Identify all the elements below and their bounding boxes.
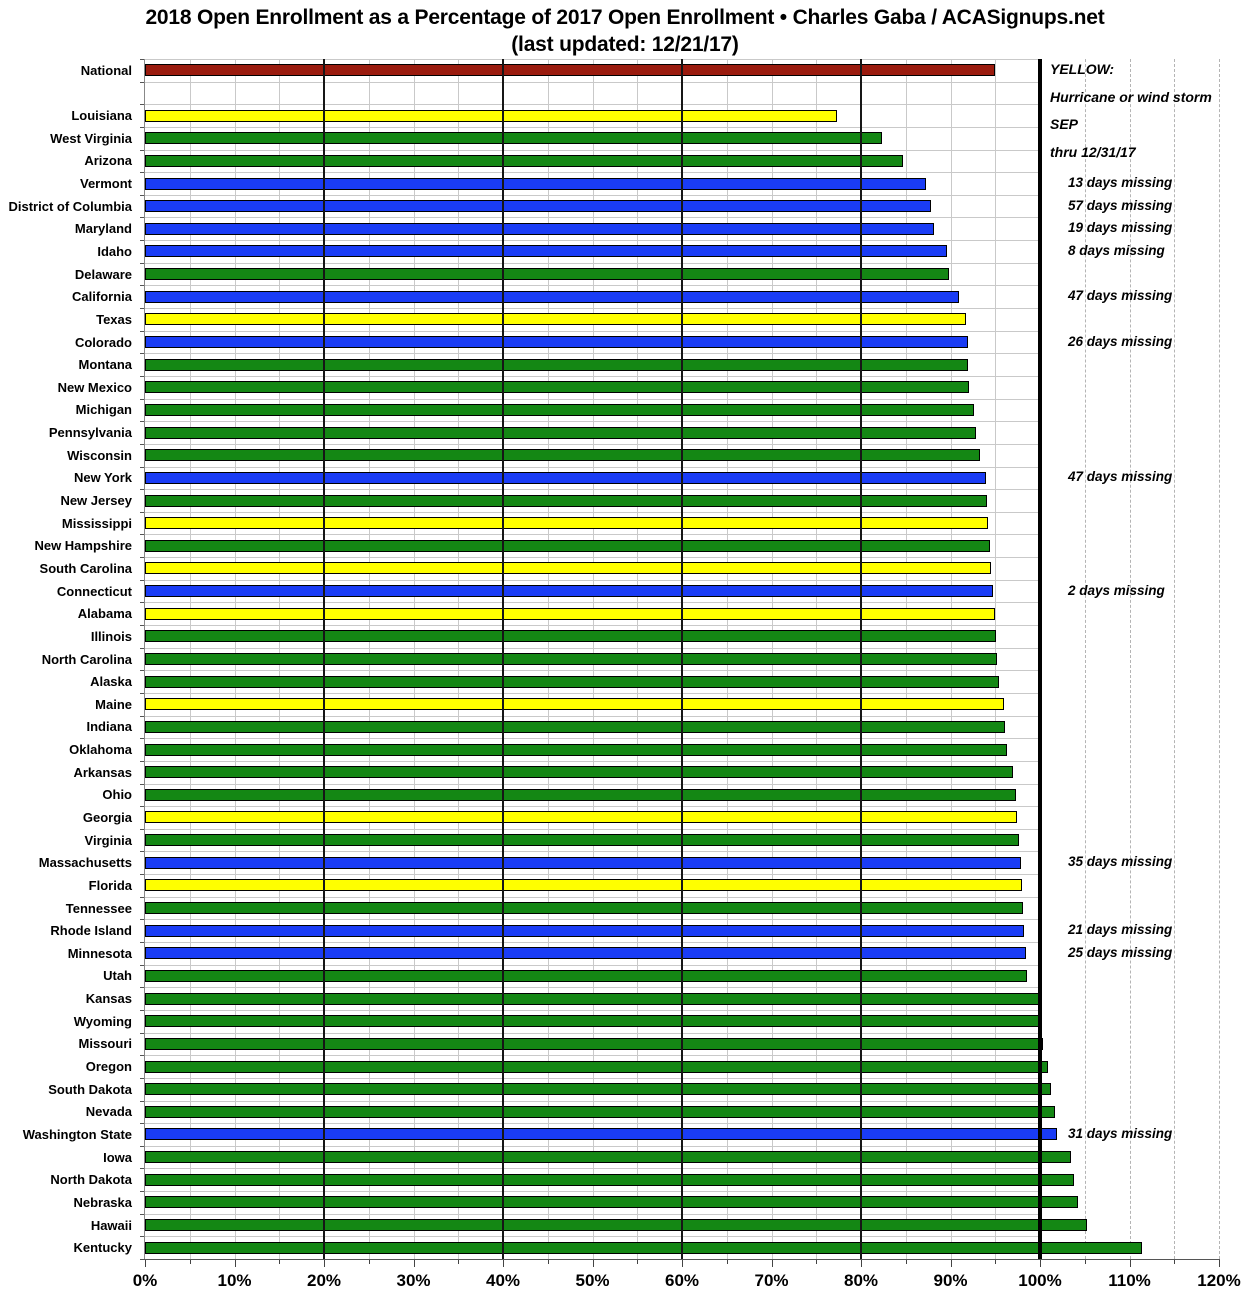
bar-alaska [145,676,999,688]
bar-pennsylvania [145,427,976,439]
category-label: Nevada [85,1104,132,1120]
bar-south-carolina [145,562,991,574]
bar-kansas [145,993,1039,1005]
plot-area [145,59,1219,1259]
category-label: District of Columbia [8,198,132,214]
x-axis-tick [324,1260,325,1267]
x-axis-tick [861,1260,862,1267]
category-label: North Carolina [41,651,132,667]
days-missing-note: 19 days missing [1068,220,1173,236]
bar-minnesota [145,947,1026,959]
x-axis-tick [1219,1260,1220,1267]
category-label: Idaho [97,243,132,259]
chart-subtitle: (last updated: 12/21/17) [511,33,739,56]
bar-maine [145,698,1004,710]
bar-ohio [145,789,1016,801]
bar-arkansas [145,766,1013,778]
x-axis-tick [235,1260,236,1267]
gridline-minor [1174,59,1175,1259]
category-label: National [80,62,132,78]
days-missing-note: 57 days missing [1068,197,1173,213]
category-label: Texas [96,311,132,327]
title-block [0,6,1250,57]
category-label: California [72,289,132,305]
bar-rhode-island [145,925,1024,937]
days-missing-note: 47 days missing [1068,469,1173,485]
bar-oregon [145,1061,1048,1073]
category-label: Maryland [74,221,132,237]
bar-idaho [145,245,947,257]
x-axis-tick-label: 40% [485,1271,521,1290]
category-label: Alabama [77,606,132,622]
gridline-major [681,59,683,1259]
bar-district-of-columbia [145,200,931,212]
category-label: North Dakota [50,1172,132,1188]
category-label: Delaware [74,266,132,282]
x-axis-tick [1085,1260,1086,1264]
bar-washington-state [145,1128,1057,1140]
x-axis-tick-label: 0% [132,1271,158,1290]
bar-maryland [145,223,934,235]
bar-wyoming [145,1015,1041,1027]
x-axis-tick-label: 60% [664,1271,700,1290]
x-axis-tick [369,1260,370,1264]
bar-massachusetts [145,857,1021,869]
x-axis-tick-label: 50% [575,1271,610,1290]
x-axis-tick-label: 30% [396,1271,431,1290]
gridline-minor [1085,59,1086,1259]
category-label: Colorado [74,334,132,350]
x-axis-tick [1174,1260,1175,1264]
bar-virginia [145,834,1019,846]
category-label: Missouri [78,1036,132,1052]
category-label: Washington State [22,1126,132,1142]
category-label: Florida [88,877,132,893]
bar-texas [145,313,966,325]
x-axis-tick [906,1260,907,1264]
x-axis-tick-label: 120% [1197,1271,1241,1290]
bar-oklahoma [145,744,1007,756]
bar-california [145,291,959,303]
days-missing-note: 35 days missing [1068,854,1173,870]
category-label: South Carolina [39,560,132,576]
category-label: Louisiana [71,108,132,124]
category-label: Wyoming [73,1013,132,1029]
bar-tennessee [145,902,1023,914]
chart-title: 2018 Open Enrollment as a Percentage of 2017 Open Enrollment • Charles Gaba / ACASignups.net [145,6,1105,29]
bar-new-mexico [145,381,969,393]
x-axis-tick [414,1260,415,1267]
category-label: New Hampshire [34,538,132,554]
x-axis-tick [458,1260,459,1264]
days-missing-note: 47 days missing [1068,288,1173,304]
category-label: Kentucky [73,1240,132,1256]
bar-vermont [145,178,926,190]
x-axis-tick [637,1260,638,1264]
gridline-minor [1219,59,1220,1259]
x-axis-tick [503,1260,504,1267]
category-label: Kansas [85,991,132,1007]
category-label: Oregon [85,1059,132,1075]
category-label: Nebraska [73,1194,132,1210]
days-missing-note: 26 days missing [1068,333,1173,349]
x-axis-tick [1040,1260,1041,1267]
days-missing-note: 2 days missing [1068,582,1165,598]
bar-kentucky [145,1242,1142,1254]
legend-line-3: thru 12/31/17 [1050,143,1136,160]
category-label: Wisconsin [67,447,132,463]
x-axis-tick [1130,1260,1131,1267]
days-missing-note: 13 days missing [1068,175,1173,191]
bar-indiana [145,721,1005,733]
category-label: Alaska [90,674,132,690]
bar-north-dakota [145,1174,1074,1186]
category-label: Arkansas [73,764,132,780]
category-label: West Virginia [50,130,132,146]
category-label: Oklahoma [69,742,132,758]
bar-arizona [145,155,903,167]
bar-new-hampshire [145,540,990,552]
bar-louisiana [145,110,837,122]
gridline-major [502,59,504,1259]
category-label: Rhode Island [50,923,132,939]
x-axis-tick [816,1260,817,1264]
category-label: Georgia [82,809,132,825]
days-missing-note: 21 days missing [1068,922,1173,938]
x-axis-tick [727,1260,728,1264]
gridline-minor [1130,59,1131,1259]
category-label: South Dakota [48,1081,132,1097]
bar-hawaii [145,1219,1087,1231]
bar-florida [145,879,1022,891]
category-label: Maine [95,696,132,712]
x-axis-tick-label: 20% [306,1271,342,1290]
x-axis-tick-label: 90% [933,1271,968,1290]
bar-michigan [145,404,974,416]
bar-montana [145,359,968,371]
x-axis-tick [593,1260,594,1267]
category-label: Vermont [79,176,132,192]
bar-connecticut [145,585,993,597]
bar-missouri [145,1038,1043,1050]
days-missing-note: 31 days missing [1068,1125,1173,1141]
bar-nebraska [145,1196,1078,1208]
bar-south-dakota [145,1083,1051,1095]
bar-illinois [145,630,996,642]
x-axis-tick-label: 80% [843,1271,879,1290]
category-label: Virginia [84,832,132,848]
gridline-major [860,59,862,1259]
category-label: Illinois [90,628,132,644]
x-axis-tick-label: 110% [1108,1271,1151,1290]
x-axis-tick [145,1260,146,1267]
category-label: Utah [103,968,132,984]
y-axis-line [144,59,145,1259]
category-label: Ohio [102,787,132,803]
bar-north-carolina [145,653,997,665]
bar-nevada [145,1106,1055,1118]
category-label: Michigan [75,402,132,418]
x-axis-tick [995,1260,996,1264]
x-axis-tick [548,1260,549,1264]
category-label: Minnesota [67,945,132,961]
bar-utah [145,970,1027,982]
legend-yellow-note [1050,56,1219,166]
bar-alabama [145,608,995,620]
x-axis-tick [190,1260,191,1264]
days-missing-note: 8 days missing [1068,242,1165,258]
x-axis-tick-label: 10% [217,1271,252,1290]
category-label: Pennsylvania [48,425,132,441]
category-label: Tennessee [65,900,132,916]
category-label: Massachusetts [38,855,132,871]
x-axis-tick [951,1260,952,1267]
bar-wisconsin [145,449,980,461]
reference-line-100pct [1038,59,1042,1259]
x-axis-tick [772,1260,773,1267]
category-label: New Jersey [60,493,132,508]
category-label: Indiana [86,719,132,735]
category-label: Connecticut [56,583,132,599]
x-axis-tick-label: 70% [754,1271,789,1290]
bar-georgia [145,811,1017,823]
bar-west-virginia [145,132,882,144]
category-label: Hawaii [90,1217,132,1233]
x-axis-tick-label: 100% [1018,1271,1062,1290]
category-label: Mississippi [61,515,132,531]
bar-national [145,64,995,76]
category-label: Montana [78,357,132,373]
x-axis-tick [279,1260,280,1264]
legend-line-2: Hurricane or wind storm SEP [1050,88,1212,132]
legend-line-1: YELLOW: [1050,61,1115,77]
x-axis-tick [682,1260,683,1267]
category-label: New Mexico [57,379,132,395]
days-missing-note: 25 days missing [1068,944,1173,960]
bar-colorado [145,336,968,348]
category-label: New York [73,470,132,486]
bar-delaware [145,268,949,280]
bar-iowa [145,1151,1071,1163]
gridline-major [323,59,325,1259]
category-label: Arizona [84,153,132,169]
category-label: Iowa [103,1149,132,1165]
